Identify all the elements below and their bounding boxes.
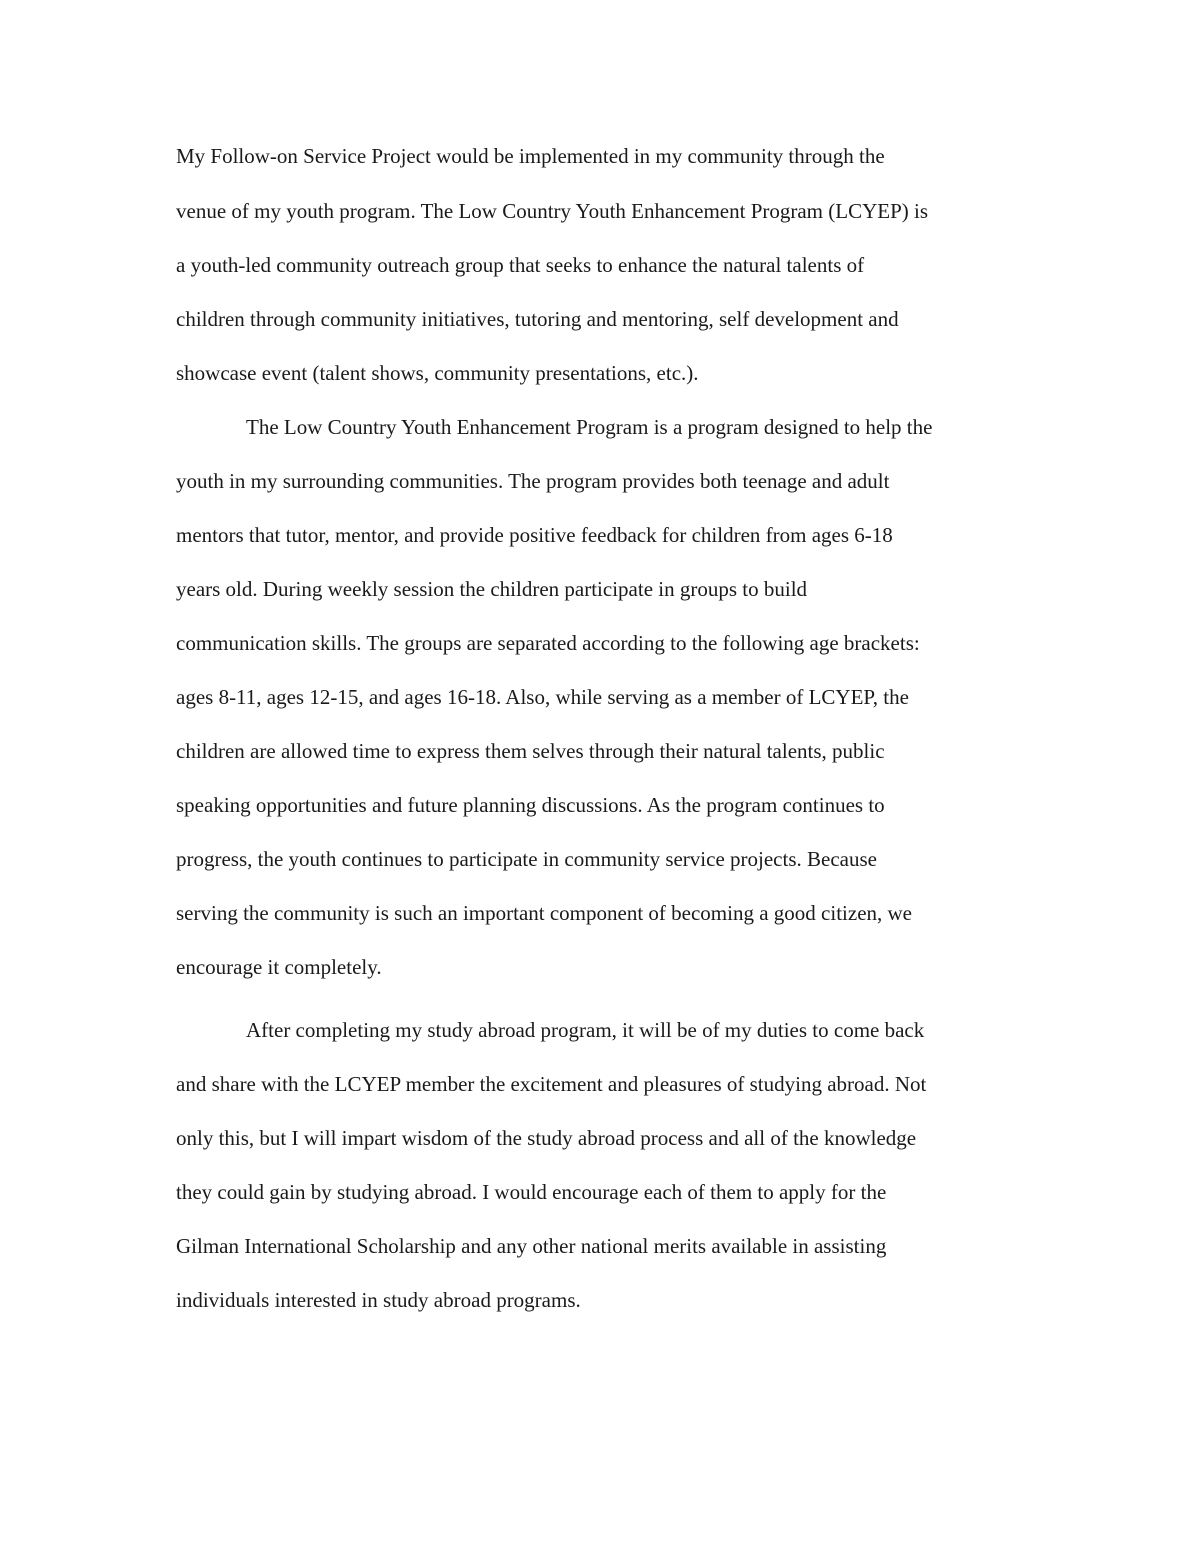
paragraph-line: After completing my study abroad program, it will be of my duties to come back: [246, 1018, 925, 1042]
paragraph-line: children are allowed time to express them selves through their natural talents, public: [176, 739, 885, 763]
paragraph-line: children through community initiatives, tutoring and mentoring, self development and: [176, 307, 899, 331]
paragraph-line: communication skills. The groups are separated according to the following age brackets:: [176, 631, 920, 655]
paragraph-line: My Follow-on Service Project would be implemented in my community through the: [176, 144, 885, 168]
paragraph-line: venue of my youth program. The Low Country Youth Enhancement Program (LCYEP) is: [176, 199, 929, 223]
paragraph-line: and share with the LCYEP member the excitement and pleasures of studying abroad. Not: [176, 1072, 927, 1096]
paragraph-line: showcase event (talent shows, community presentations, etc.).: [176, 361, 699, 385]
paragraph-line: years old. During weekly session the children participate in groups to build: [176, 577, 808, 601]
paragraph-line: progress, the youth continues to participate in community service projects. Because: [176, 847, 877, 871]
paragraph-line: Gilman International Scholarship and any other national merits available in assisting: [176, 1234, 887, 1258]
paragraph-line: a youth-led community outreach group that seeks to enhance the natural talents of: [176, 253, 865, 277]
paragraph-line: only this, but I will impart wisdom of the study abroad process and all of the knowledge: [176, 1126, 917, 1150]
paragraph-line: serving the community is such an important component of becoming a good citizen, we: [176, 901, 912, 925]
paragraph-line: youth in my surrounding communities. The program provides both teenage and adult: [176, 469, 890, 493]
paragraph-line: The Low Country Youth Enhancement Program is a program designed to help the: [246, 415, 933, 439]
paragraph-line: they could gain by studying abroad. I would encourage each of them to apply for the: [176, 1180, 887, 1204]
paragraph-line: encourage it completely.: [176, 955, 382, 979]
paragraph-line: ages 8-11, ages 12-15, and ages 16-18. Also, while serving as a member of LCYEP, the: [176, 685, 909, 709]
paragraph-line: mentors that tutor, mentor, and provide positive feedback for children from ages 6-18: [176, 523, 893, 547]
paragraph-line: individuals interested in study abroad programs.: [176, 1288, 581, 1312]
paragraph-line: speaking opportunities and future planning discussions. As the program continues to: [176, 793, 885, 817]
